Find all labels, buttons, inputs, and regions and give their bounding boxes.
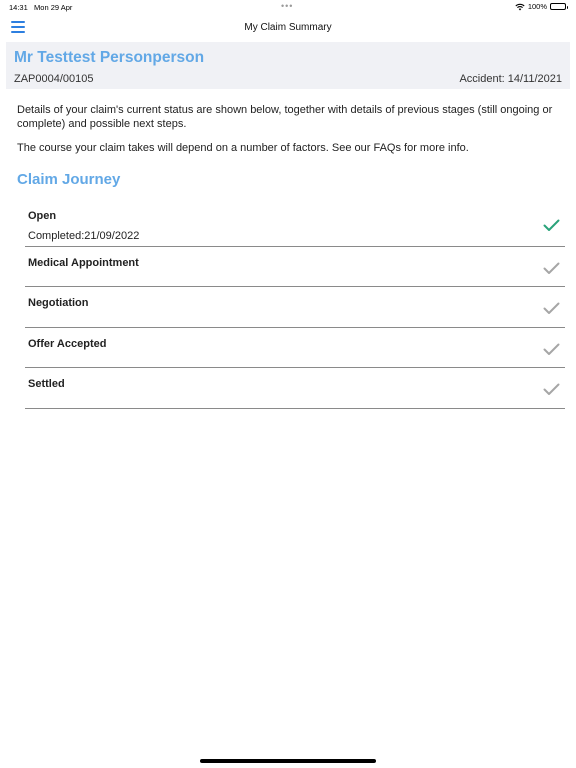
status-time: [9, 3, 72, 12]
status-date-text: Mon 29 Apr: [34, 3, 73, 12]
stage-negotiation[interactable]: [25, 287, 565, 328]
stage-completed-date: Completed:21/09/2022: [28, 230, 140, 242]
intro-paragraph-1: Details of your claim's current status are shown below, together with details of previous stages (still ongoing or complete) and possible next steps.: [17, 104, 553, 130]
stage-label: Medical Appointment: [28, 256, 139, 269]
checkmark-icon: [543, 219, 560, 232]
status-time-text: 14:31: [9, 3, 28, 12]
intro-paragraph-2: The course your claim takes will depend on a number of factors. See our FAQs for more info.: [17, 142, 469, 154]
stage-label: Negotiation: [28, 297, 89, 309]
claim-header-panel: [6, 42, 570, 89]
stage-offer-accepted[interactable]: [25, 328, 565, 369]
multitasking-dots-icon[interactable]: •••: [281, 1, 294, 11]
battery-percent: 100%: [527, 2, 547, 11]
claim-reference: ZAP0004/00105: [14, 73, 94, 85]
checkmark-icon: [543, 262, 560, 275]
checkmark-icon: [543, 302, 560, 315]
battery-icon: [550, 3, 566, 10]
accident-date: Accident: 14/11/2021: [459, 73, 562, 85]
stage-open[interactable]: [25, 200, 565, 247]
checkmark-icon: [543, 383, 560, 396]
nav-bar: [0, 14, 576, 42]
intro-text: [17, 103, 566, 165]
stage-label: Offer Accepted: [28, 337, 107, 350]
checkmark-icon: [543, 343, 560, 356]
stage-settled[interactable]: [25, 368, 565, 409]
home-indicator[interactable]: [200, 759, 376, 763]
status-bar: [0, 0, 576, 14]
claimant-name: Mr Testtest Personperson: [14, 49, 205, 66]
status-right-group: [515, 2, 566, 11]
stage-medical-appointment[interactable]: [25, 247, 565, 288]
claim-journey-title: Claim Journey: [17, 171, 121, 188]
stage-label: Open: [28, 210, 57, 222]
wifi-icon: [515, 3, 525, 11]
claim-journey-list: [25, 200, 565, 409]
stage-label: Settled: [28, 378, 65, 390]
page-title: My Claim Summary: [244, 22, 332, 33]
